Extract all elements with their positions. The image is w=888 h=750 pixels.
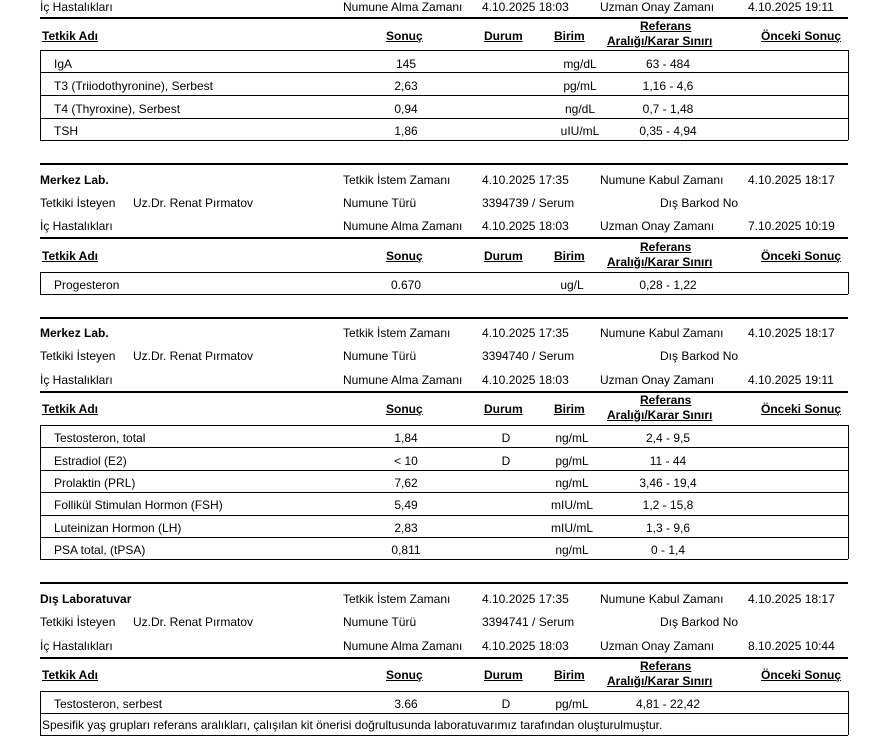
divider [40, 237, 848, 239]
table-border [848, 50, 849, 140]
test-unit: mg/dL [563, 57, 597, 71]
col-onceki-sonuc: Önceki Sonuç [761, 668, 842, 682]
test-result: 2,63 [394, 79, 418, 93]
kabul-label: Numune Kabul Zamanı [600, 173, 724, 187]
divider [40, 691, 848, 692]
test-result: 1,84 [394, 431, 418, 445]
numune-alma-label: Numune Alma Zamanı [343, 219, 463, 233]
test-ref: 4,81 - 22,42 [635, 697, 701, 711]
col-referans-1: Referans [640, 393, 692, 407]
isteyen-label: Tetkiki İsteyen [40, 349, 116, 363]
uzman-onay-value: 8.10.2025 10:44 [748, 639, 835, 653]
divider [40, 559, 848, 560]
test-unit: pg/mL [563, 79, 597, 93]
col-referans-2: Aralığı/Karar Sınırı [607, 674, 713, 688]
test-ref: 0,7 - 1,48 [642, 102, 694, 116]
col-referans-2: Aralığı/Karar Sınırı [607, 408, 713, 422]
col-sonuc: Sonuç [386, 668, 423, 682]
col-referans-1: Referans [640, 240, 692, 254]
test-ref: 63 - 484 [645, 57, 691, 71]
numune-turu-value: 3394740 / Serum [482, 349, 575, 363]
test-name: T3 (Triiodothyronine), Serbest [54, 79, 213, 93]
department-label: İç Hastalıkları [40, 373, 113, 387]
divider [40, 317, 848, 319]
col-onceki-sonuc: Önceki Sonuç [761, 402, 842, 416]
test-result: 145 [395, 57, 417, 71]
uzman-onay-label: Uzman Onay Zamanı [600, 639, 715, 653]
numune-alma-label: Numune Alma Zamanı [343, 0, 463, 14]
table-border [40, 425, 41, 559]
test-unit: pg/mL [555, 454, 589, 468]
col-tetkik-adi: Tetkik Adı [42, 29, 99, 43]
divider [40, 140, 848, 141]
divider [40, 17, 848, 19]
divider [40, 50, 848, 51]
numune-turu-value: 3394739 / Serum [482, 196, 575, 210]
department-label: İç Hastalıkları [40, 639, 113, 653]
doctor-name: Uz.Dr. Renat Pırmatov [133, 615, 254, 629]
divider [40, 515, 848, 516]
col-durum: Durum [484, 402, 523, 416]
footnote: Spesifik yaş grupları referans aralıkları, çalışılan kit önerisi doğrultusunda laboratuvarımız tarafından oluşturulmuştur. [42, 718, 663, 732]
divider [40, 537, 848, 538]
test-unit: ng/dL [564, 102, 596, 116]
test-ref: 1,16 - 4,6 [642, 79, 694, 93]
istem-label: Tetkik İstem Zamanı [343, 326, 451, 340]
test-result: 1,86 [394, 124, 418, 138]
doctor-name: Uz.Dr. Renat Pırmatov [133, 349, 254, 363]
kabul-value: 4.10.2025 18:17 [748, 326, 835, 340]
test-result: 7,62 [394, 476, 418, 490]
istem-value: 4.10.2025 17:35 [482, 326, 569, 340]
numune-turu-label: Numune Türü [343, 349, 417, 363]
uzman-onay-label: Uzman Onay Zamanı [600, 219, 715, 233]
test-ref: 2,4 - 9,5 [645, 431, 691, 445]
test-unit: ug/L [560, 278, 584, 292]
numune-turu-value: 3394741 / Serum [482, 615, 575, 629]
test-status: D [501, 454, 511, 468]
department-label: İç Hastalıkları [40, 219, 113, 233]
col-durum: Durum [484, 249, 523, 263]
test-ref: 0,28 - 1,22 [639, 278, 697, 292]
col-referans-1: Referans [640, 19, 692, 33]
test-ref: 1,2 - 15,8 [642, 498, 694, 512]
test-unit: ng/mL [555, 431, 589, 445]
table-border [848, 691, 849, 735]
col-referans-1: Referans [640, 659, 692, 673]
kabul-value: 4.10.2025 18:17 [748, 592, 835, 606]
test-result: < 10 [394, 454, 418, 468]
test-ref: 0,35 - 4,94 [639, 124, 697, 138]
istem-value: 4.10.2025 17:35 [482, 592, 569, 606]
table-border [40, 50, 41, 140]
test-name: PSA total, (tPSA) [54, 543, 146, 557]
uzman-onay-label: Uzman Onay Zamanı [600, 0, 715, 14]
numune-turu-label: Numune Türü [343, 615, 417, 629]
divider [40, 118, 848, 119]
test-name: Luteinizan Hormon (LH) [54, 521, 182, 535]
dis-barkod-label: Dış Barkod No [660, 615, 739, 629]
col-sonuc: Sonuç [386, 249, 423, 263]
col-durum: Durum [484, 668, 523, 682]
divider [40, 95, 848, 96]
test-unit: pg/mL [555, 697, 589, 711]
divider [40, 72, 848, 73]
test-result: 0.670 [390, 278, 422, 292]
test-ref: 11 - 44 [649, 454, 687, 468]
kabul-label: Numune Kabul Zamanı [600, 326, 724, 340]
divider [40, 272, 848, 273]
divider [40, 657, 848, 659]
test-result: 0,94 [394, 102, 418, 116]
test-result: 2,83 [394, 521, 418, 535]
divider [40, 713, 848, 714]
test-ref: 0 - 1,4 [650, 543, 686, 557]
istem-value: 4.10.2025 17:35 [482, 173, 569, 187]
table-border [848, 425, 849, 559]
test-result: 0,811 [391, 543, 421, 557]
test-name: Testosteron, total [54, 431, 146, 445]
table-border [848, 272, 849, 294]
col-onceki-sonuc: Önceki Sonuç [761, 249, 842, 263]
test-name: Progesteron [54, 278, 120, 292]
divider [40, 391, 848, 393]
test-unit: mIU/mL [551, 498, 593, 512]
kabul-label: Numune Kabul Zamanı [600, 592, 724, 606]
divider [40, 163, 848, 165]
col-tetkik-adi: Tetkik Adı [42, 249, 99, 263]
test-unit: uIU/mL [560, 124, 600, 138]
numune-alma-value: 4.10.2025 18:03 [482, 639, 569, 653]
table-border [40, 691, 41, 735]
test-name: Estradiol (E2) [54, 454, 127, 468]
isteyen-label: Tetkiki İsteyen [40, 615, 116, 629]
col-birim: Birim [554, 249, 585, 263]
numune-turu-label: Numune Türü [343, 196, 417, 210]
numune-alma-label: Numune Alma Zamanı [343, 373, 463, 387]
doctor-name: Uz.Dr. Renat Pırmatov [133, 196, 254, 210]
test-ref: 3,46 - 19,4 [639, 476, 697, 490]
divider [40, 582, 848, 584]
test-result: 5,49 [394, 498, 418, 512]
test-unit: mIU/mL [551, 521, 593, 535]
department-label: İç Hastalıkları [40, 0, 113, 14]
numune-alma-value: 4.10.2025 18:03 [482, 373, 569, 387]
test-unit: ng/mL [555, 543, 589, 557]
col-referans-2: Aralığı/Karar Sınırı [607, 255, 713, 269]
col-tetkik-adi: Tetkik Adı [42, 402, 99, 416]
divider [40, 470, 848, 471]
col-birim: Birim [554, 668, 585, 682]
divider [40, 735, 848, 736]
test-name: TSH [54, 124, 78, 138]
col-onceki-sonuc: Önceki Sonuç [761, 29, 842, 43]
test-name: Follikül Stimulan Hormon (FSH) [54, 498, 223, 512]
col-referans-2: Aralığı/Karar Sınırı [607, 34, 713, 48]
istem-label: Tetkik İstem Zamanı [343, 592, 451, 606]
divider [40, 425, 848, 426]
dis-barkod-label: Dış Barkod No [660, 349, 739, 363]
test-name: Testosteron, serbest [54, 697, 163, 711]
col-sonuc: Sonuç [386, 402, 423, 416]
uzman-onay-value: 7.10.2025 10:19 [748, 219, 835, 233]
lab-name: Merkez Lab. [40, 326, 109, 340]
col-durum: Durum [484, 29, 523, 43]
isteyen-label: Tetkiki İsteyen [40, 196, 116, 210]
test-name: IgA [54, 57, 73, 71]
numune-alma-value: 4.10.2025 18:03 [482, 0, 569, 14]
uzman-onay-label: Uzman Onay Zamanı [600, 373, 715, 387]
test-status: D [501, 697, 511, 711]
test-status: D [501, 431, 511, 445]
divider [40, 447, 848, 448]
test-name: Prolaktin (PRL) [54, 476, 136, 490]
kabul-value: 4.10.2025 18:17 [748, 173, 835, 187]
lab-name: Merkez Lab. [40, 173, 109, 187]
uzman-onay-value: 4.10.2025 19:11 [748, 373, 834, 387]
table-border [40, 272, 41, 294]
dis-barkod-label: Dış Barkod No [660, 196, 739, 210]
col-tetkik-adi: Tetkik Adı [42, 668, 99, 682]
col-birim: Birim [554, 29, 585, 43]
istem-label: Tetkik İstem Zamanı [343, 173, 451, 187]
lab-name: Dış Laboratuvar [40, 592, 132, 606]
col-sonuc: Sonuç [386, 29, 423, 43]
divider [40, 492, 848, 493]
numune-alma-label: Numune Alma Zamanı [343, 639, 463, 653]
test-unit: ng/mL [555, 476, 589, 490]
uzman-onay-value: 4.10.2025 19:11 [748, 0, 834, 14]
divider [40, 294, 848, 295]
col-birim: Birim [554, 402, 585, 416]
numune-alma-value: 4.10.2025 18:03 [482, 219, 569, 233]
test-name: T4 (Thyroxine), Serbest [54, 102, 181, 116]
test-ref: 1,3 - 9,6 [645, 521, 691, 535]
test-result: 3.66 [394, 697, 418, 711]
